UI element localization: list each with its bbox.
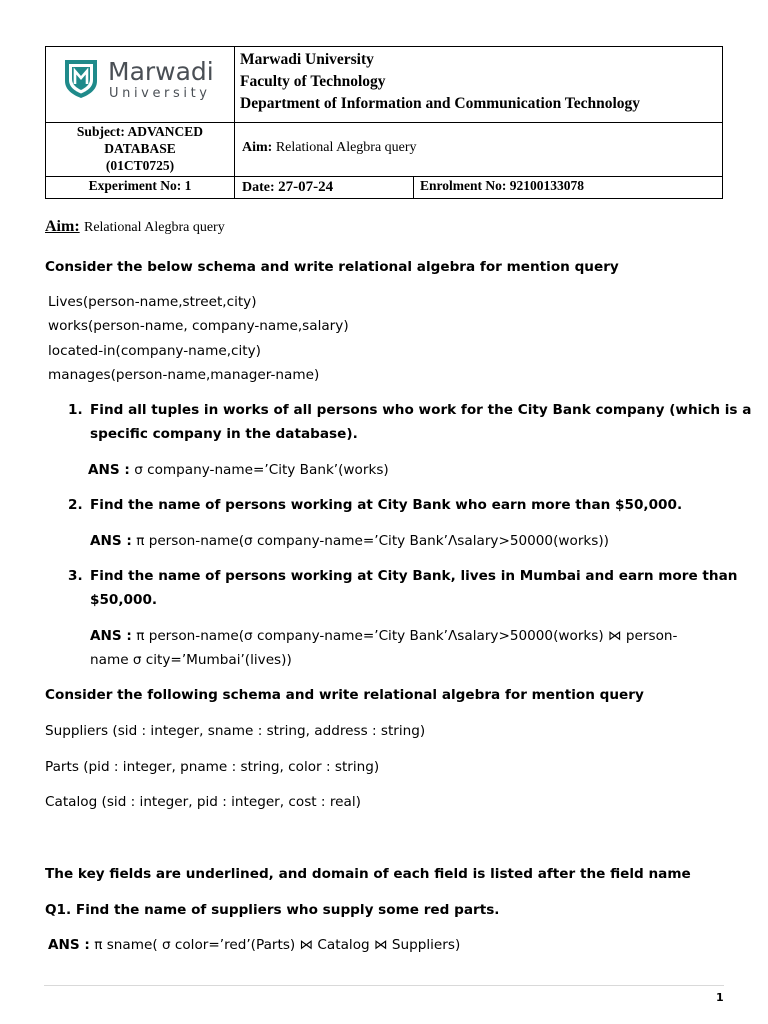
header-table — [45, 46, 723, 199]
answer-3-text-1: π person-name(σ company-name=’City Bank’Ʌsalary>50000(works) ⋈ person- — [136, 628, 678, 644]
page-number: 1 — [716, 991, 724, 1004]
answer-1-label: ANS : — [88, 462, 130, 478]
department-name: Department of Information and Communication Technology — [240, 95, 641, 112]
section2-answer-1 — [48, 937, 460, 953]
header-aim-value: Relational Alegbra query — [275, 140, 417, 155]
question-1-line-1: Find all tuples in works of all persons who work for the City Bank company (which is a — [90, 402, 752, 418]
schema1-line-2: works(person-name, company-name,salary) — [48, 318, 349, 334]
answer-1 — [88, 462, 389, 478]
enrolment-number: Enrolment No: 92100133078 — [420, 178, 584, 193]
aim-value: Relational Alegbra query — [83, 220, 225, 235]
header-divider-row2 — [46, 176, 723, 177]
faculty-name: Faculty of Technology — [240, 73, 386, 90]
university-logo — [62, 57, 222, 99]
section2-answer-label: ANS : — [48, 937, 90, 953]
schema1-line-3: located-in(company-name,city) — [48, 343, 261, 359]
schema2-line-3: Catalog (sid : integer, pid : integer, cost : real) — [45, 794, 361, 810]
date-cell — [242, 179, 333, 196]
question-3-line-1: Find the name of persons working at City Bank, lives in Mumbai and earn more than — [90, 568, 738, 584]
aim-label: Aim: — [45, 218, 80, 235]
answer-3-label: ANS : — [90, 628, 132, 644]
answer-3-line-1 — [90, 628, 677, 644]
answer-1-text: σ company-name=’City Bank’(works) — [134, 462, 389, 478]
marwadi-shield-icon — [62, 57, 100, 99]
aim-line — [45, 218, 225, 236]
answer-2 — [90, 533, 609, 549]
logo-subtitle: University — [109, 86, 211, 101]
header-aim-cell — [242, 140, 417, 156]
date-label: Date: — [242, 180, 275, 195]
footer-divider — [44, 985, 724, 986]
question-1-line-2: specific company in the database). — [90, 426, 358, 442]
subject-line-3: (01CT0725) — [105, 158, 175, 173]
header-aim-label: Aim: — [242, 140, 273, 155]
question-2-line-1: Find the name of persons working at City Bank who earn more than $50,000. — [90, 497, 683, 513]
section2-heading: Consider the following schema and write relational algebra for mention query — [45, 687, 644, 703]
schema2-line-1: Suppliers (sid : integer, sname : string, address : string) — [45, 723, 426, 739]
university-name: Marwadi University — [240, 51, 374, 68]
question-2-number: 2. — [68, 497, 83, 513]
schema1-line-1: Lives(person-name,street,city) — [48, 294, 257, 310]
answer-2-label: ANS : — [90, 533, 132, 549]
section2-answer-text: π sname( σ color=’red’(Parts) ⋈ Catalog ⋈ Suppliers) — [94, 937, 461, 953]
date-value: 27-07-24 — [278, 179, 334, 195]
logo-wordmark: Marwadi — [108, 57, 214, 86]
header-divider-enrolment — [413, 176, 414, 199]
section1-heading: Consider the below schema and write relational algebra for mention query — [45, 259, 619, 275]
subject-line-1: Subject: ADVANCED — [76, 124, 204, 139]
subject-line-2: DATABASE — [104, 141, 176, 156]
institution-block — [240, 49, 640, 115]
subject-cell — [46, 123, 234, 174]
schema1-line-4: manages(person-name,manager-name) — [48, 367, 320, 383]
question-3-line-2: $50,000. — [90, 592, 158, 608]
section2-question-1: Q1. Find the name of suppliers who supply some red parts. — [45, 902, 500, 918]
experiment-number: Experiment No: 1 — [88, 178, 192, 193]
key-fields-note: The key fields are underlined, and domain of each field is listed after the field name — [45, 866, 691, 882]
schema2-line-2: Parts (pid : integer, pname : string, color : string) — [45, 759, 380, 775]
question-3-number: 3. — [68, 568, 83, 584]
answer-2-text: π person-name(σ company-name=’City Bank’Ʌsalary>50000(works)) — [136, 533, 609, 549]
answer-3-line-2: name σ city=’Mumbai’(lives)) — [90, 652, 292, 668]
question-1-number: 1. — [68, 402, 83, 418]
